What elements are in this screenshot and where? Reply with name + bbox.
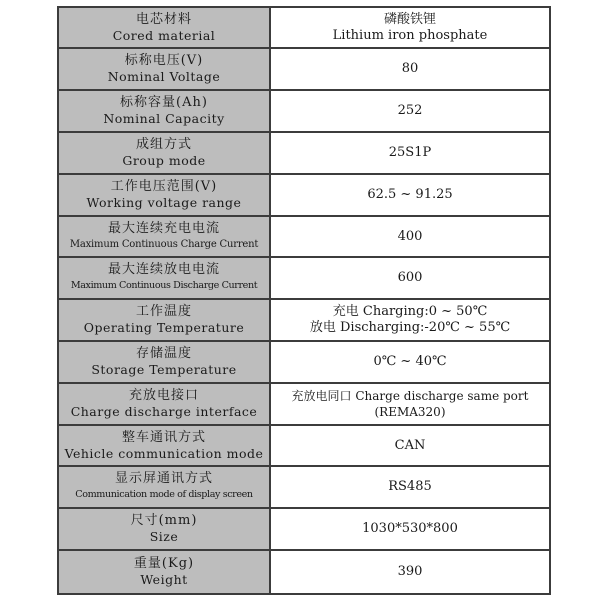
spec-value-cell	[270, 48, 550, 90]
table-row	[58, 425, 550, 466]
table-row	[58, 341, 550, 383]
table-row	[58, 508, 550, 550]
table-row	[58, 7, 550, 48]
spec-value: 25S1P	[388, 145, 432, 160]
spec-label-en: Storage Temperature	[91, 362, 237, 377]
spec-value: 0℃ ~ 40℃	[373, 354, 447, 369]
spec-label-cell	[58, 132, 270, 174]
spec-label-en: Cored material	[112, 27, 216, 43]
table-row	[58, 550, 550, 594]
spec-value-cell	[270, 466, 550, 508]
spec-value-cell	[270, 550, 550, 594]
spec-value: Lithium iron phosphate	[332, 27, 488, 43]
spec-value: 390	[397, 564, 423, 579]
table-row	[58, 383, 550, 425]
spec-label-en: Communication mode of display screen	[75, 489, 253, 500]
spec-label-en: Size	[149, 529, 179, 544]
spec-label-cell	[58, 508, 270, 550]
spec-label-zh: 标称容量(Ah)	[120, 95, 208, 110]
spec-label-zh: 最大连续充电电流	[107, 220, 220, 236]
spec-value: (REMA320)	[374, 405, 446, 419]
spec-label-zh: 最大连续放电电流	[107, 262, 220, 277]
spec-label-en: Working voltage range	[86, 195, 242, 210]
spec-value-cell	[270, 7, 550, 48]
spec-value: 252	[397, 103, 423, 118]
spec-value-cell	[270, 299, 550, 341]
spec-label-en: Maximum Continuous Discharge Current	[70, 280, 258, 291]
spec-label-cell	[58, 48, 270, 90]
spec-label-zh: 工作电压范围(V)	[110, 179, 218, 194]
spec-value: 600	[397, 270, 423, 285]
spec-value: 充电 Charging:0 ~ 50℃	[332, 304, 488, 319]
spec-label-cell	[58, 466, 270, 508]
table-row	[58, 466, 550, 508]
spec-label-cell	[58, 90, 270, 132]
spec-label-en: Maximum Continuous Charge Current	[69, 238, 259, 250]
spec-value-cell	[270, 383, 550, 425]
spec-value-cell	[270, 90, 550, 132]
spec-label-cell	[58, 216, 270, 257]
spec-value: 80	[401, 61, 419, 76]
spec-label-cell	[58, 550, 270, 594]
spec-value: 磷酸铁锂	[383, 11, 436, 27]
spec-label-en: Vehicle communication mode	[64, 445, 264, 461]
spec-label-cell	[58, 341, 270, 383]
spec-label-en: Charge discharge interface	[70, 404, 258, 419]
spec-label-en: Operating Temperature	[83, 320, 245, 335]
spec-value-cell	[270, 257, 550, 299]
spec-label-cell	[58, 299, 270, 341]
spec-label-cell	[58, 383, 270, 425]
spec-value: 400	[397, 228, 423, 244]
spec-value-cell	[270, 341, 550, 383]
spec-label-en: Nominal Voltage	[107, 69, 221, 84]
table-row	[58, 90, 550, 132]
battery-spec-table	[57, 6, 551, 595]
spec-label-cell	[58, 7, 270, 48]
spec-value-cell	[270, 132, 550, 174]
spec-label-zh: 充放电接口	[128, 388, 199, 403]
spec-label-zh: 重量(Kg)	[133, 556, 195, 571]
spec-value-cell	[270, 174, 550, 216]
spec-label-cell	[58, 257, 270, 299]
table-row	[58, 257, 550, 299]
spec-label-cell	[58, 174, 270, 216]
spec-label-zh: 存储温度	[135, 346, 192, 361]
table-row	[58, 48, 550, 90]
spec-value: 62.5 ~ 91.25	[367, 187, 453, 202]
spec-label-cell	[58, 425, 270, 466]
spec-label-en: Nominal Capacity	[103, 111, 225, 126]
spec-value: 1030*530*800	[362, 521, 458, 536]
table-row	[58, 216, 550, 257]
spec-value: CAN	[394, 437, 426, 453]
spec-label-en: Weight	[140, 572, 188, 587]
table-row	[58, 174, 550, 216]
spec-label-zh: 显示屏通讯方式	[114, 471, 213, 486]
spec-label-zh: 工作温度	[135, 304, 192, 319]
spec-value: 放电 Discharging:-20℃ ~ 55℃	[309, 320, 511, 335]
spec-label-zh: 成组方式	[135, 137, 192, 152]
spec-value: RS485	[388, 479, 432, 494]
spec-label-en: Group mode	[122, 153, 206, 168]
spec-value-cell	[270, 508, 550, 550]
spec-value-cell	[270, 425, 550, 466]
table-row	[58, 132, 550, 174]
spec-value-cell	[270, 216, 550, 257]
spec-value: 充放电同口 Charge discharge same port	[291, 389, 529, 403]
spec-label-zh: 尺寸(mm)	[130, 513, 198, 528]
spec-label-zh: 标称电压(V)	[124, 53, 204, 68]
spec-label-zh: 整车通讯方式	[121, 429, 206, 445]
table-row	[58, 299, 550, 341]
spec-label-zh: 电芯材料	[135, 11, 192, 27]
